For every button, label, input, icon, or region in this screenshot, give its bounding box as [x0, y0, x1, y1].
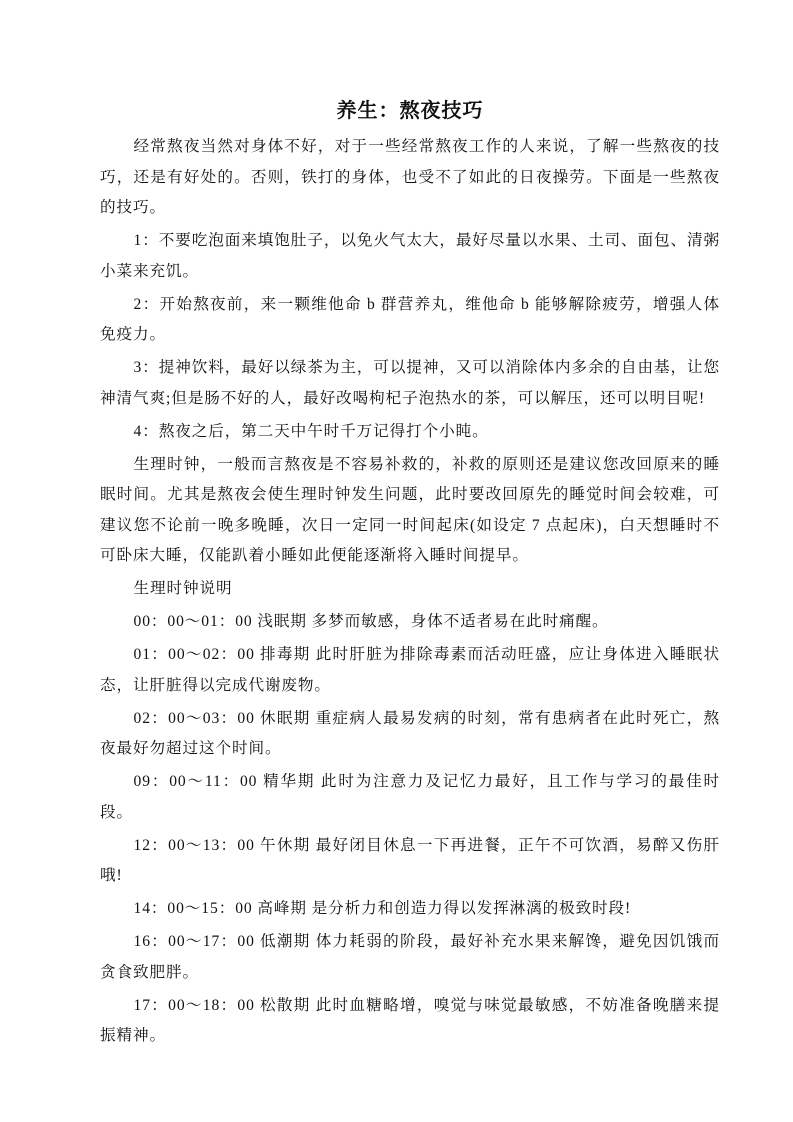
paragraph: 4：熬夜之后，第二天中午时千万记得打个小盹。: [133, 422, 489, 440]
document-body: [100, 132, 720, 1052]
paragraph: 14：00～15：00 高峰期 是分析力和创造力得以发挥淋漓的极致时段!: [133, 900, 632, 917]
paragraph: 2：开始熬夜前，来一颗维他命 b 群营养丸，维他命 b 能够解除疲劳，增强人体免疫力。: [100, 295, 720, 343]
paragraph: 1：不要吃泡面来填饱肚子，以免火气太大，最好尽量以水果、土司、面包、清粥小菜来充饥。: [100, 232, 720, 280]
paragraph: 经常熬夜当然对身体不好，对于一些经常熬夜工作的人来说，了解一些熬夜的技巧，还是有好处的。否则，铁打的身体，也受不了如此的日夜操劳。下面是一些熬夜的技巧。: [100, 138, 720, 216]
paragraph: 生理时钟说明: [133, 580, 233, 597]
paragraph: 3：提神饮料，最好以绿茶为主，可以提神，又可以消除体内多余的自由基，让您神清气爽;但是肠不好的人，最好改喝枸杞子泡热水的茶，可以解压，还可以明目呢!: [100, 359, 720, 407]
paragraph: 12：00～13：00 午休期 最好闭目休息一下再进餐，正午不可饮酒，易醉又伤肝哦!: [100, 836, 720, 884]
paragraph: 16：00～17：00 低潮期 体力耗弱的阶段，最好补充水果来解馋，避免因饥饿而贪食致肥胖。: [100, 933, 720, 981]
document-title: 养生：熬夜技巧: [336, 100, 484, 122]
document-page: [100, 96, 720, 1054]
paragraph: 09：00～11：00 精华期 此时为注意力及记忆力最好，且工作与学习的最佳时段。: [100, 773, 720, 821]
paragraph: 00：00～01：00 浅眠期 多梦而敏感，身体不适者易在此时痛醒。: [133, 613, 609, 630]
paragraph: 02：00～03：00 休眠期 重症病人最易发病的时刻，常有患病者在此时死亡，熬夜最好勿超过这个时间。: [100, 709, 720, 757]
paragraph: 生理时钟，一般而言熬夜是不容易补救的，补救的原则还是建议您改回原来的睡眠时间。尤其是熬夜会使生理时钟发生问题，此时要改回原先的睡觉时间会较难，可建议您不论前一晚多晚睡，次日一定同一时间起床(如设定 7 点起床)，白天想睡时不可卧床大睡，仅能趴着小睡如此便能逐渐将入睡时间提早。: [100, 455, 720, 564]
paragraph: 01：00～02：00 排毒期 此时肝脏为排除毒素而活动旺盛，应让身体进入睡眠状态，让肝脏得以完成代谢废物。: [100, 646, 720, 694]
paragraph: 17：00～18：00 松散期 此时血糖略增，嗅觉与味觉最敏感，不妨准备晚膳来提振精神。: [100, 996, 720, 1044]
